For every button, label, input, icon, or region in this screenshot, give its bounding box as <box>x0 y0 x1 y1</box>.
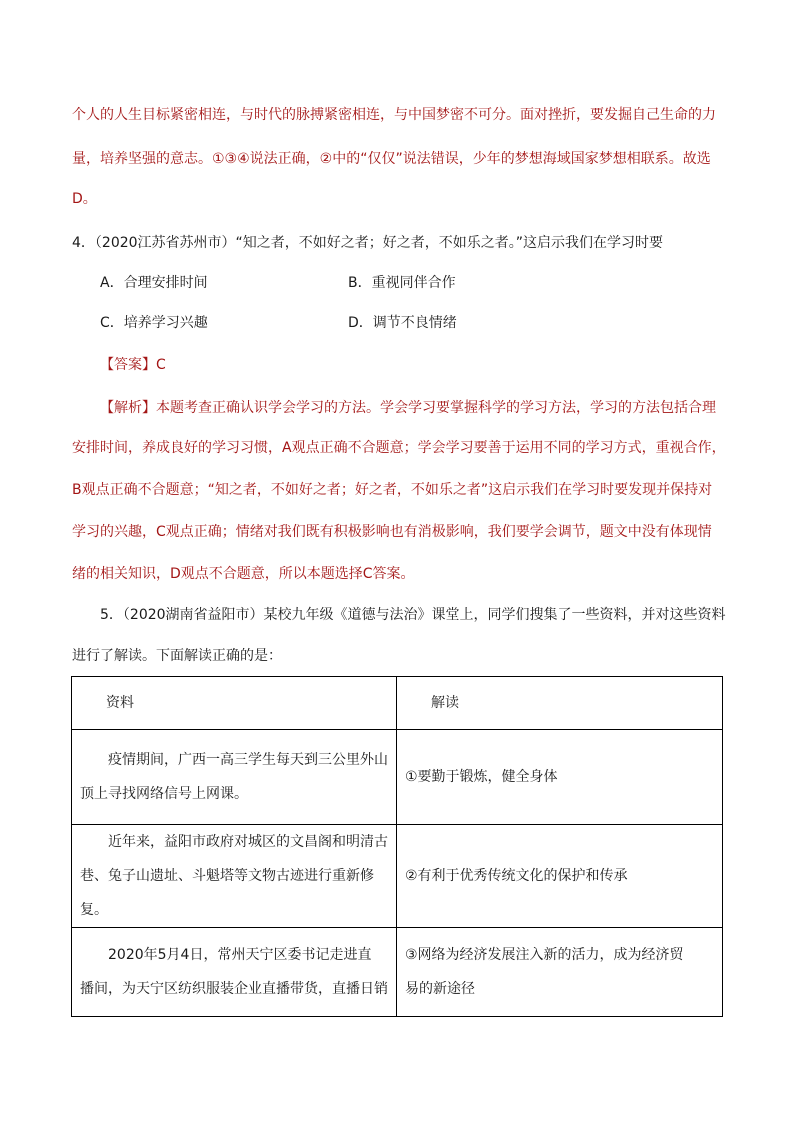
table-row <box>72 730 723 825</box>
analysis-line: 学习的兴趣，C观点正确；情绪对我们既有积极影响也有消极影响，我们要学会调节，题文中没有体现情 <box>72 524 712 540</box>
material-cell <box>72 928 397 1017</box>
prev-explanation-line: D。 <box>72 191 97 207</box>
header-material: 资料 <box>72 677 397 730</box>
option-c: C．培养学习兴趣 <box>100 315 208 331</box>
interpret-text: 易的新途径 <box>405 981 475 997</box>
analysis-line: 【解析】本题考查正确认识学会学习的方法。学会学习要掌握科学的学习方法，学习的方法包括合理 <box>100 400 716 416</box>
header-interpret: 解读 <box>397 677 723 730</box>
answer-label: 【答案】C <box>100 357 166 373</box>
material-cell <box>72 825 397 928</box>
interpret-cell <box>397 730 723 825</box>
analysis-line: B观点正确不合题意；“知之者，不如好之者；好之者，不如乐之者”这启示我们在学习时要发现并保持对 <box>72 482 713 498</box>
question-5-stem: 5．（2020湖南省益阳市）某校九年级《道德与法治》课堂上，同学们搜集了一些资料，并对这些资料 <box>100 607 726 623</box>
analysis-line: 绪的相关知识，D观点不合题意，所以本题选择C答案。 <box>72 566 415 582</box>
table-header-row <box>72 677 723 730</box>
table-row <box>72 825 723 928</box>
interpret-cell <box>397 825 723 928</box>
material-text: 播间，为天宁区纺织服装企业直播带货，直播日销 <box>80 981 388 997</box>
material-text: 疫情期间，广西一高三学生每天到三公里外山 <box>108 752 388 768</box>
option-d: D．调节不良情绪 <box>348 315 457 331</box>
material-text: 2020年5月4日，常州天宁区委书记走进直 <box>108 947 372 963</box>
prev-explanation-line: 量，培养坚强的意志。①③④说法正确，②中的“仅仅”说法错误，少年的梦想海域国家梦想相联系。故选 <box>72 151 711 167</box>
table-row <box>72 928 723 1017</box>
interpret-text: ③网络为经济发展注入新的活力，成为经济贸 <box>405 947 684 963</box>
analysis-line: 安排时间，养成良好的学习习惯，A观点正确不合题意；学会学习要善于运用不同的学习方式，重视合作， <box>72 440 726 456</box>
material-table <box>71 676 723 1017</box>
material-text: 巷、兔子山遗址、斗魁塔等文物古迹进行重新修复。 <box>80 868 374 918</box>
material-cell <box>72 730 397 825</box>
interpret-text: ②有利于优秀传统文化的保护和传承 <box>405 868 628 884</box>
option-b: B．重视同伴合作 <box>348 275 456 291</box>
prev-explanation-line: 个人的人生目标紧密相连，与时代的脉搏紧密相连，与中国梦密不可分。面对挫折，要发掘自己生命的力 <box>72 107 716 123</box>
material-text: 近年来，益阳市政府对城区的文昌阁和明清古 <box>108 834 388 850</box>
material-text: 顶上寻找网络信号上网课。 <box>80 786 248 802</box>
option-a: A．合理安排时间 <box>100 275 208 291</box>
interpret-cell <box>397 928 723 1017</box>
question-5-stem: 进行了解读。下面解读正确的是： <box>72 648 282 664</box>
interpret-text: ①要勤于锻炼，健全身体 <box>405 769 558 785</box>
question-4-stem: 4．（2020江苏省苏州市）“知之者，不如好之者；好之者，不如乐之者。”这启示我们在学习时要 <box>72 235 664 251</box>
